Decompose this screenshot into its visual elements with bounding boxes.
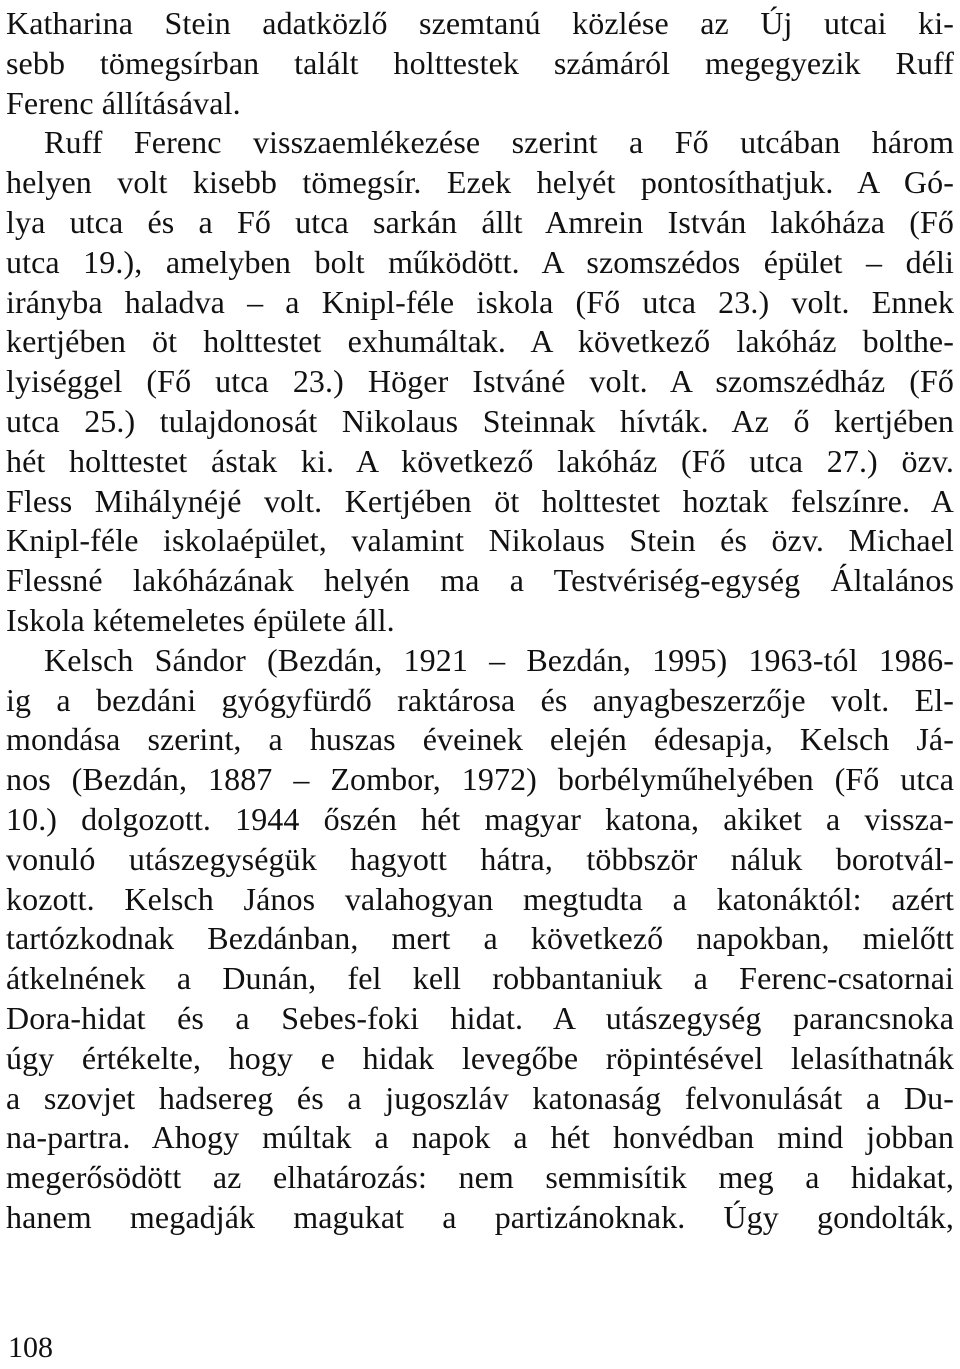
text-line: úgy értékelte, hogy e hidak levegőbe röpintésével lelasíthatnák (6, 1039, 954, 1076)
page-body (6, 4, 954, 1238)
text-line: átkelnének a Dunán, fel kell robbantaniuk a Ferenc-csatornai (6, 960, 954, 997)
paragraph (6, 123, 954, 640)
text-line: tartózkodnak Bezdánban, mert a következő napokban, mielőtt (6, 920, 954, 957)
text-line: lyiséggel (Fő utca 23.) Höger Istváné volt. A szomszédház (Fő (6, 363, 954, 400)
page-number: 108 (8, 1331, 53, 1364)
text-line: Fless Mihályné​jé volt. Kertjében öt holttestet hoztak felszínre. A (6, 482, 954, 519)
text-line: Kelsch Sándor (Bezdán, 1921 – Bezdán, 1995) 1963-tól 1986- (44, 641, 954, 678)
text-line: Ferenc állításával. (6, 84, 241, 121)
text-line: Dora-hidat és a Sebes-foki hidat. A utászegység parancsnoka (6, 999, 954, 1036)
paragraph (6, 641, 954, 1238)
text-line: Katharina Stein adatközlő szemtanú közlése az Új utcai ki- (6, 5, 954, 41)
text-line: ig a bezdáni gyógyfürdő raktárosa és anyagbeszerzője volt. El- (6, 681, 954, 718)
text-line: megerősödött az elhatározás: nem semmisítik meg a hidakat, (6, 1159, 954, 1196)
text-line: Iskola kétemeletes épülete áll. (6, 601, 395, 638)
text-line: Ruff Ferenc visszaemlékezése szerint a Fő utcában három (44, 124, 954, 161)
text-line: vonuló utászegységük hagyott hátra, többször náluk borotvál- (6, 840, 954, 877)
text-line: Flessné lakóházának helyén ma a Testvériség-egység Általános (6, 562, 954, 599)
text-line: hét holttestet ástak ki. A következő lakóház (Fő utca 27.) özv. (6, 442, 954, 479)
text-line: utca 19.), amelyben bolt működött. A szomszédos épület – déli (6, 243, 954, 280)
paragraph (6, 4, 954, 123)
text-line: irányba haladva – a Knipl-féle iskola (Fő utca 23.) volt. Ennek (6, 283, 954, 320)
text-line: kertjében öt holttestet exhumáltak. A következő lakóház bolthe- (6, 323, 954, 360)
text-line: mondása szerint, a huszas éveinek elején édesapja, Kelsch Já- (6, 721, 954, 758)
text-line: nos (Bezdán, 1887 – Zombor, 1972) borbélyműhelyében (Fő utca (6, 761, 954, 798)
text-line: helyen volt kisebb tömegsír. Ezek helyét pontosíthatjuk. A Gó- (6, 164, 954, 201)
text-line: a szovjet hadsereg és a jugoszláv katonaság felvonulását a Du- (6, 1079, 954, 1116)
text-line: Knipl-féle iskolaépület, valamint Nikolaus Stein és özv. Michael (6, 522, 954, 559)
text-line: lya utca és a Fő utca sarkán állt Amrein István lakóháza (Fő (6, 203, 954, 240)
text-line: utca 25.) tulajdonosát Nikolaus Steinnak hívták. Az ő kertjében (6, 402, 954, 439)
text-line: sebb tömegsírban talált holttestek számáról megegyezik Ruff (6, 44, 954, 81)
text-line: hanem megadják magukat a partizánoknak. Úgy gondolták, (6, 1198, 954, 1235)
text-line: na-partra. Ahogy múltak a napok a hét honvédban mind jobban (6, 1119, 954, 1156)
text-line: kozott. Kelsch János valahogyan megtudta a katonáktól: azért (6, 880, 954, 917)
text-line: 10.) dolgozott. 1944 őszén hét magyar katona, akiket a vissza- (6, 800, 954, 837)
